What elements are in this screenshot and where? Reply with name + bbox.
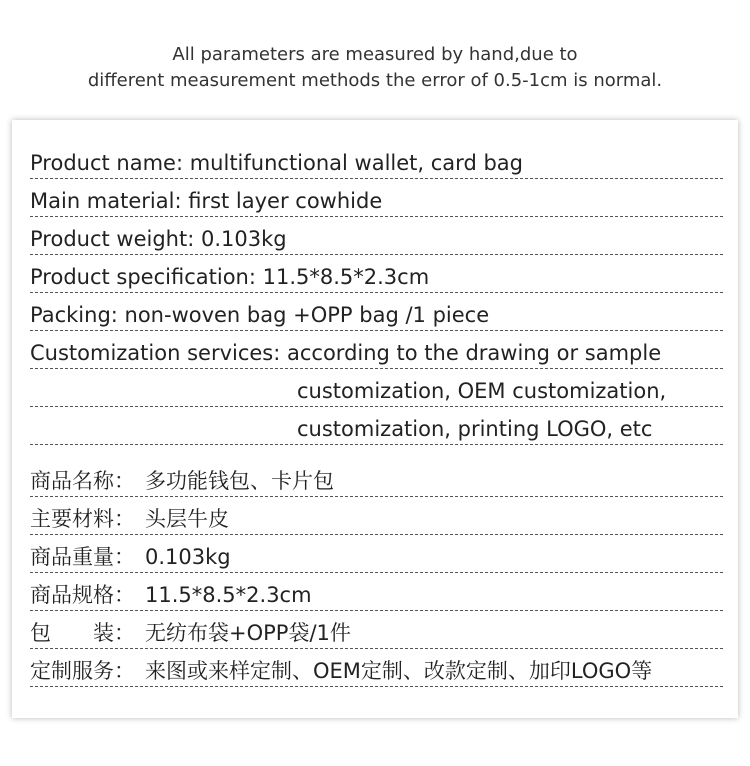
cn-row-product-specification — [30, 572, 723, 611]
cn-value: 多功能钱包、卡片包 — [145, 469, 334, 493]
cn-label: 定制服务： — [30, 659, 135, 683]
cn-row-main-material — [30, 496, 723, 535]
cn-label: 包 装： — [30, 621, 135, 645]
customization-cont-text-1: customization, OEM customization, — [297, 379, 667, 403]
cn-label: 商品名称： — [30, 469, 135, 493]
measurement-notice — [0, 42, 750, 94]
cn-row-customization — [30, 648, 723, 687]
notice-line-1: All parameters are measured by hand,due to — [172, 44, 578, 65]
spec-row-packing: Packing: non-woven bag +OPP bag /1 piece — [30, 292, 723, 331]
cn-row-product-weight — [30, 534, 723, 573]
spec-row-product-weight: Product weight: 0.103kg — [30, 216, 723, 255]
spec-row-customization: Customization services: according to the drawing or sample — [30, 330, 723, 369]
cn-label: 商品规格： — [30, 583, 135, 607]
spec-card — [12, 120, 738, 718]
spec-row-main-material: Main material: first layer cowhide — [30, 178, 723, 217]
cn-value: 来图或来样定制、OEM定制、改款定制、加印LOGO等 — [145, 659, 653, 683]
cn-row-packing — [30, 610, 723, 649]
cn-value: 头层牛皮 — [145, 507, 229, 531]
customization-cont-text-2: customization, printing LOGO, etc — [297, 417, 653, 441]
spec-row-product-name: Product name: multifunctional wallet, card bag — [30, 140, 723, 179]
cn-label: 商品重量： — [30, 545, 135, 569]
spec-row-customization-cont-1 — [30, 368, 723, 407]
spec-row-customization-cont-2 — [30, 406, 723, 445]
spec-row-product-specification: Product specification: 11.5*8.5*2.3cm — [30, 254, 723, 293]
cn-label: 主要材料： — [30, 507, 135, 531]
cn-value: 无纺布袋+OPP袋/1件 — [145, 621, 351, 645]
cn-value: 0.103kg — [145, 545, 231, 569]
notice-line-2: different measurement methods the error of 0.5-1cm is normal. — [87, 70, 663, 91]
cn-row-product-name — [30, 458, 723, 497]
cn-value: 11.5*8.5*2.3cm — [145, 583, 312, 607]
